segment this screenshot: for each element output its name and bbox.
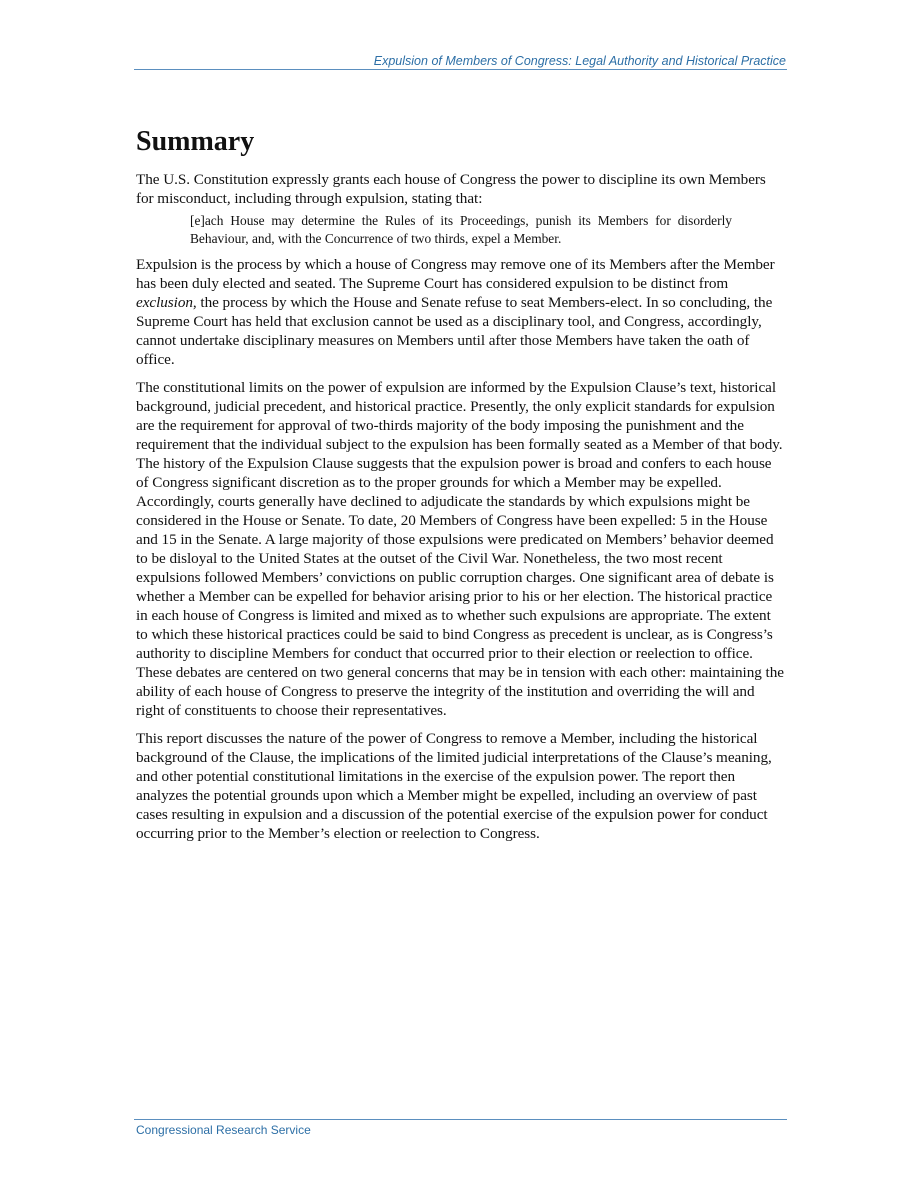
paragraph-text-start: Expulsion is the process by which a house of Congress may remove one of its Members after the Member has been duly elected and seated. The Supreme Court has considered expulsion to be distinct from: [136, 256, 775, 292]
running-header-title: Expulsion of Members of Congress: Legal Authority and Historical Practice: [373, 54, 786, 68]
italic-term-exclusion: exclusion: [136, 294, 193, 311]
paragraph-text-end: , the process by which the House and Senate refuse to seat Members-elect. In so concluding, the Supreme Court has held that exclusion cannot be used as a disciplinary tool, and Congress, accordingly, cannot undertake disciplinary measures on Members until after those Members have taken the oath of office.: [136, 294, 773, 368]
section-heading: Summary: [136, 126, 255, 157]
paragraph-constitutional-limits: The constitutional limits on the power of expulsion are informed by the Expulsion Clause’s text, historical background, judicial precedent, and historical practice. Presently, the only explicit standards for expulsion are the requirement for approval of two-thirds majority of the body imposing the punishment and the requirement that the individual subject to the expulsion has been formally seated as a Member of that body. The history of the Expulsion Clause suggests that the expulsion power is broad and confers to each house of Congress significant discretion as to the proper grounds for which a Member may be expelled. Accordingly, courts generally have declined to adjudicate the standards by which expulsions might be considered in the House or Senate. To date, 20 Members of Congress have been expelled: 5 in the House and 15 in the Senate. A large majority of those expulsions were predicated on Members’ behavior deemed to be disloyal to the United States at the outset of the Civil War. Nonetheless, the two most recent expulsions followed Members’ convictions on public corruption charges. One significant area of debate is whether a Member can be expelled for behavior arising prior to his or her election. The historical practice in each house of Congress is limited and mixed as to whether such expulsions are appropriate. The extent to which these historical practices could be said to bind Congress as precedent is unclear, as is Congress’s authority to discipline Members for conduct that occurred prior to their election or reelection to office. These debates are centered on two general concerns that may be in tension with each other: maintaining the ability of each house of Congress to preserve the integrity of the institution and overriding the will and right of constituents to choose their representatives.: [136, 379, 784, 719]
constitution-quote: [e]ach House may determine the Rules of its Proceedings, punish its Members for disorderly Behaviour, and, with the Concurrence of two thirds, expel a Member.: [190, 213, 732, 246]
footer-organization: Congressional Research Service: [136, 1123, 311, 1137]
intro-paragraph: The U.S. Constitution expressly grants each house of Congress the power to discipline its own Members for misconduct, including through expulsion, stating that:: [136, 171, 766, 207]
header-divider: [134, 69, 787, 70]
paragraph-report-overview: This report discusses the nature of the power of Congress to remove a Member, including the historical background of the Clause, the implications of the limited judicial interpretations of the Clause’s meaning, and other potential constitutional limitations in the exercise of the expulsion power. The report then analyzes the potential grounds upon which a Member might be expelled, including an overview of past cases resulting in expulsion and a discussion of the potential exercise of the expulsion power for conduct occurring prior to the Member’s election or reelection to Congress.: [136, 730, 772, 842]
footer-divider: [134, 1119, 787, 1120]
document-body: [136, 124, 786, 852]
paragraph-expulsion-definition: [136, 255, 786, 369]
